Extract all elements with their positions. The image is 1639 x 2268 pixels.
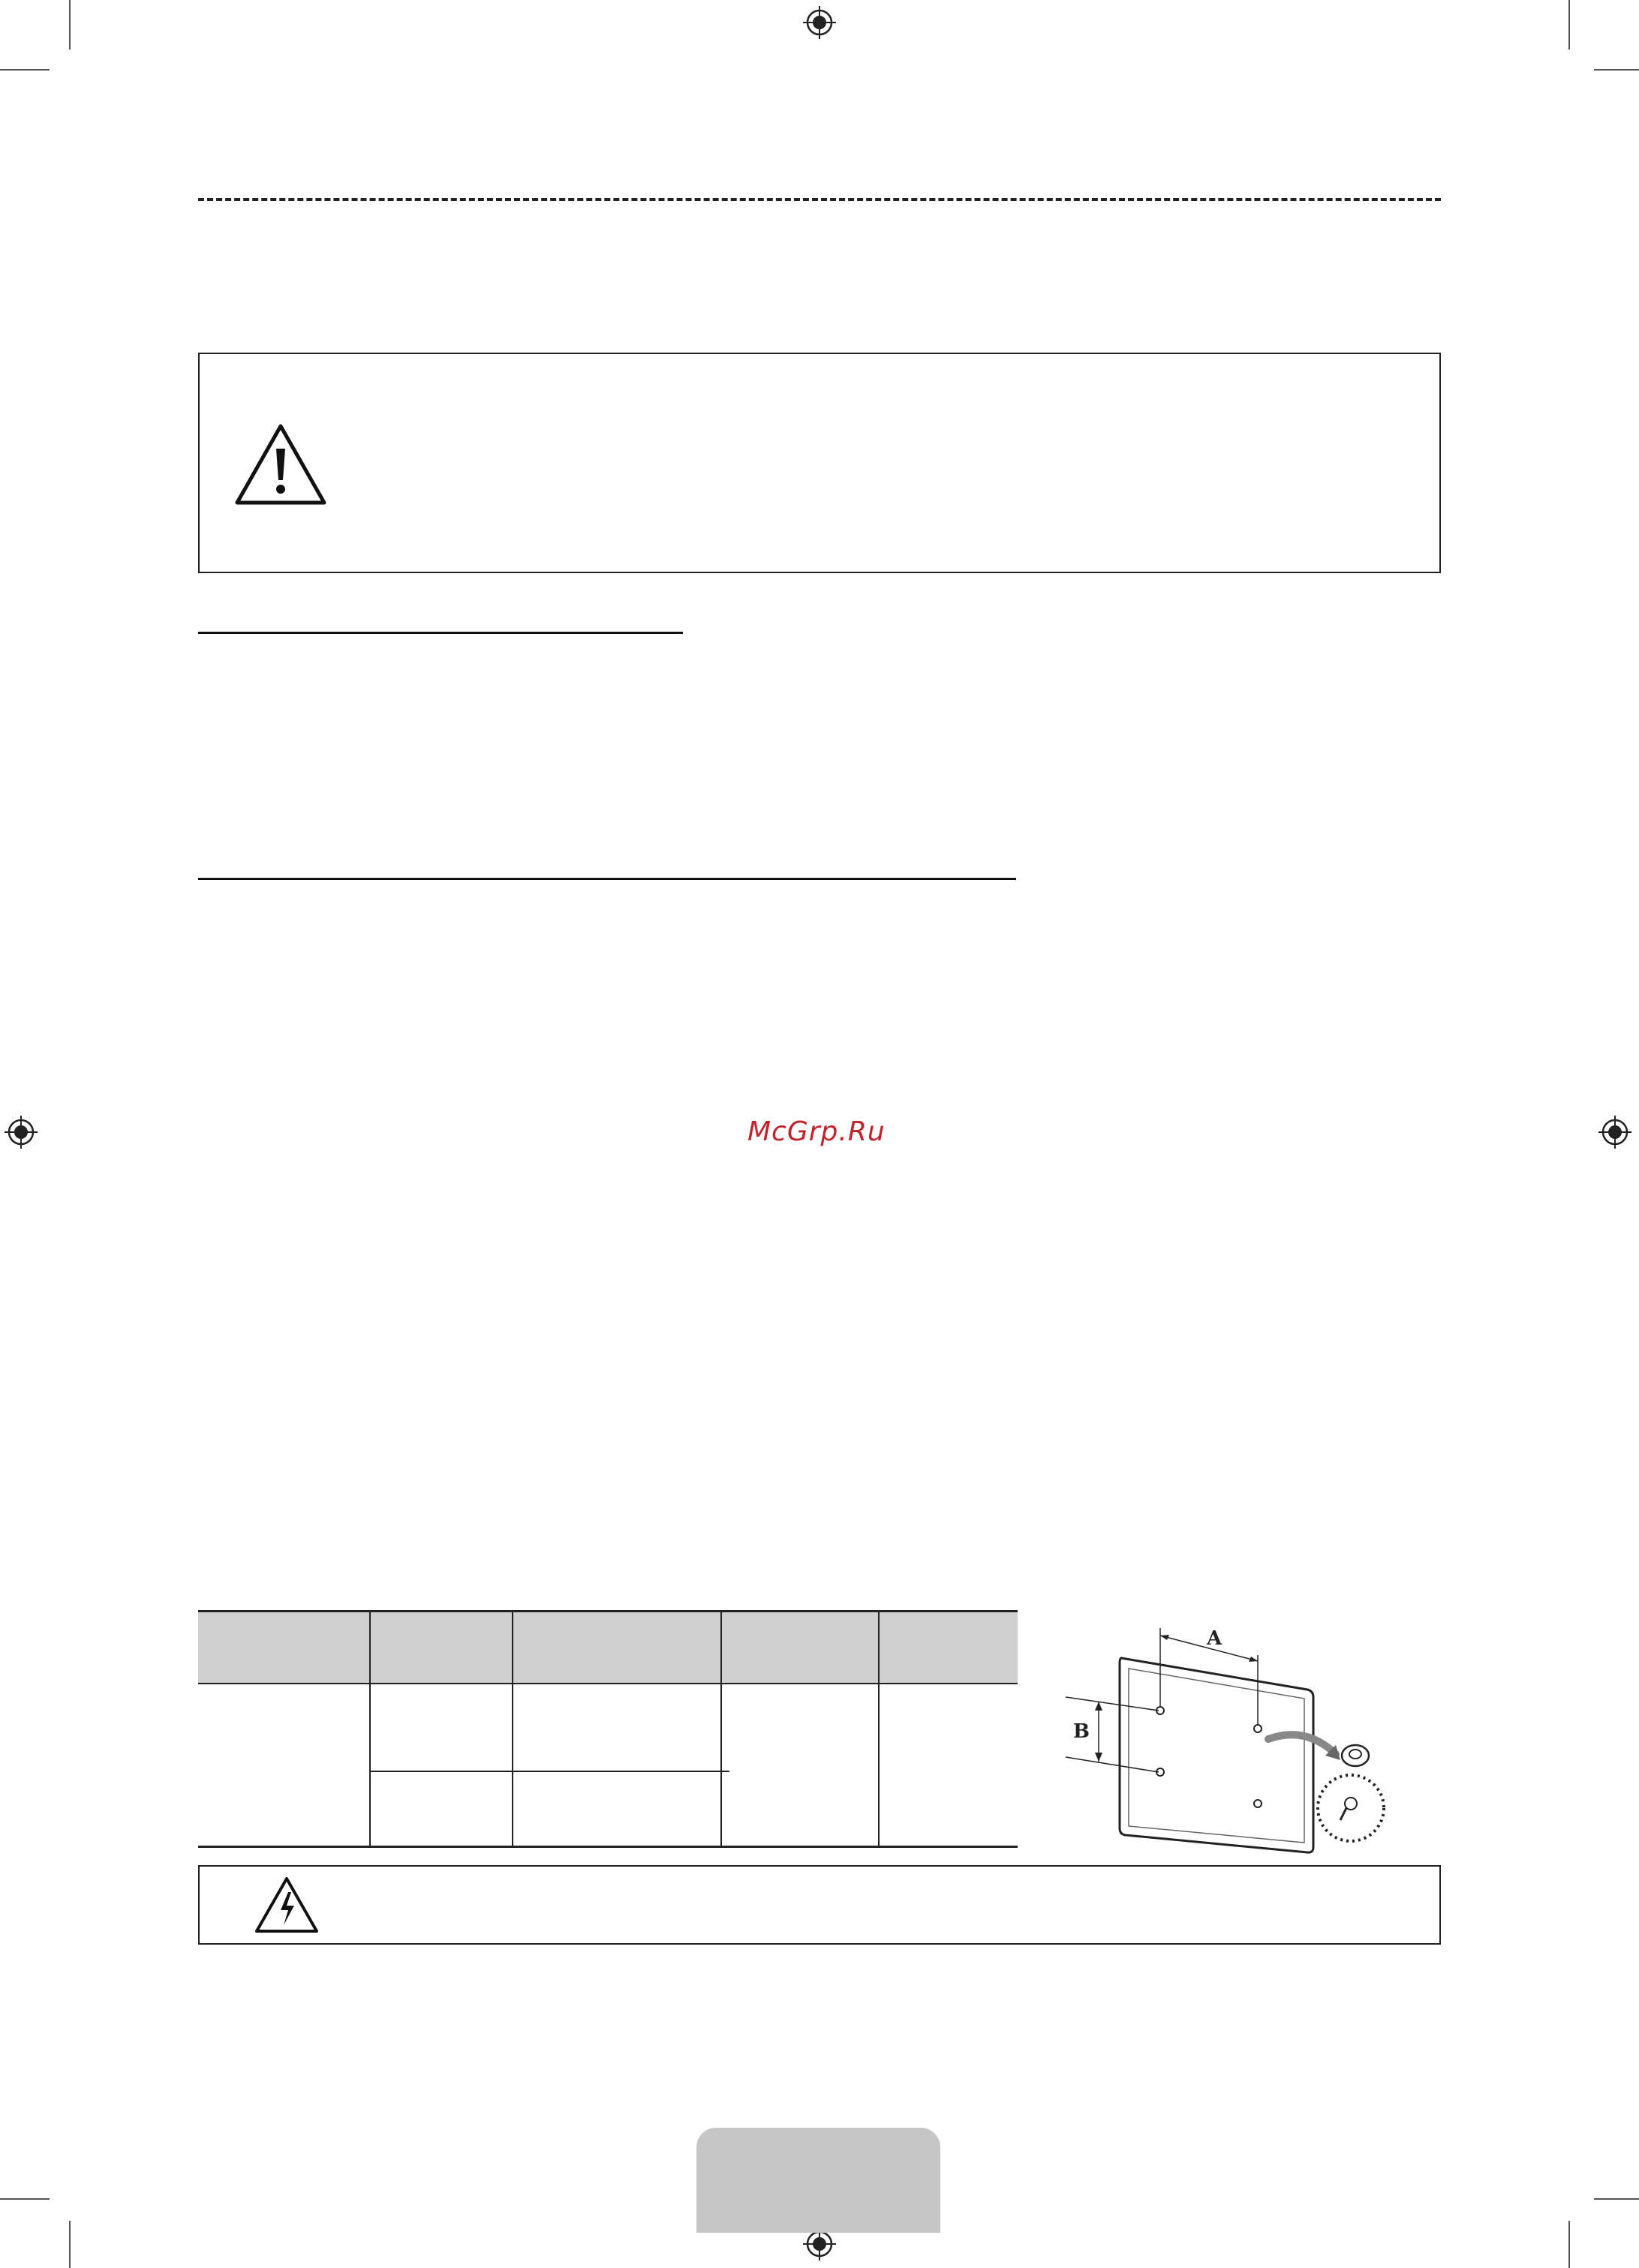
table-col-divider-1 [369,1610,371,1847]
page-number-tab [696,2128,940,2233]
table-col-divider-4 [878,1610,880,1847]
watermark-text: McGrp.Ru [747,1116,886,1147]
crop-mark-top-right-h [1594,69,1639,71]
table-header-row [198,1610,1018,1684]
wall-mount-diagram [1066,1628,1396,1861]
crop-mark-bottom-right-h [1594,2198,1639,2200]
registration-mark-icon [1598,1116,1631,1149]
heading-underline-1 [198,632,683,634]
table-col-divider-3 [720,1610,722,1847]
heading-underline-2 [198,878,1016,880]
registration-mark-icon [5,1116,38,1149]
registration-mark-icon [803,6,836,39]
table-rule-mid [369,1771,729,1772]
crop-mark-bottom-left-h [0,2198,50,2200]
crop-mark-bottom-left-v [69,2221,71,2268]
wall-mount-spec-table [198,1610,1018,1847]
crop-mark-top-right-v [1568,0,1570,50]
electric-hazard-icon [254,1876,320,1936]
electric-warning-box [198,1865,1441,1945]
dimension-label-b: B [1073,1720,1090,1743]
warning-triangle-icon [233,422,329,509]
table-rule-header [198,1683,1018,1684]
table-rule-top [198,1610,1018,1612]
caution-box [198,353,1441,573]
crop-mark-bottom-right-v [1568,2221,1570,2268]
table-rule-bottom [198,1846,1018,1848]
section-divider [198,198,1441,201]
dimension-label-a: A [1207,1628,1222,1650]
crop-mark-top-left-h [0,69,50,71]
table-col-divider-2 [512,1610,513,1847]
crop-mark-top-left-v [69,0,71,50]
